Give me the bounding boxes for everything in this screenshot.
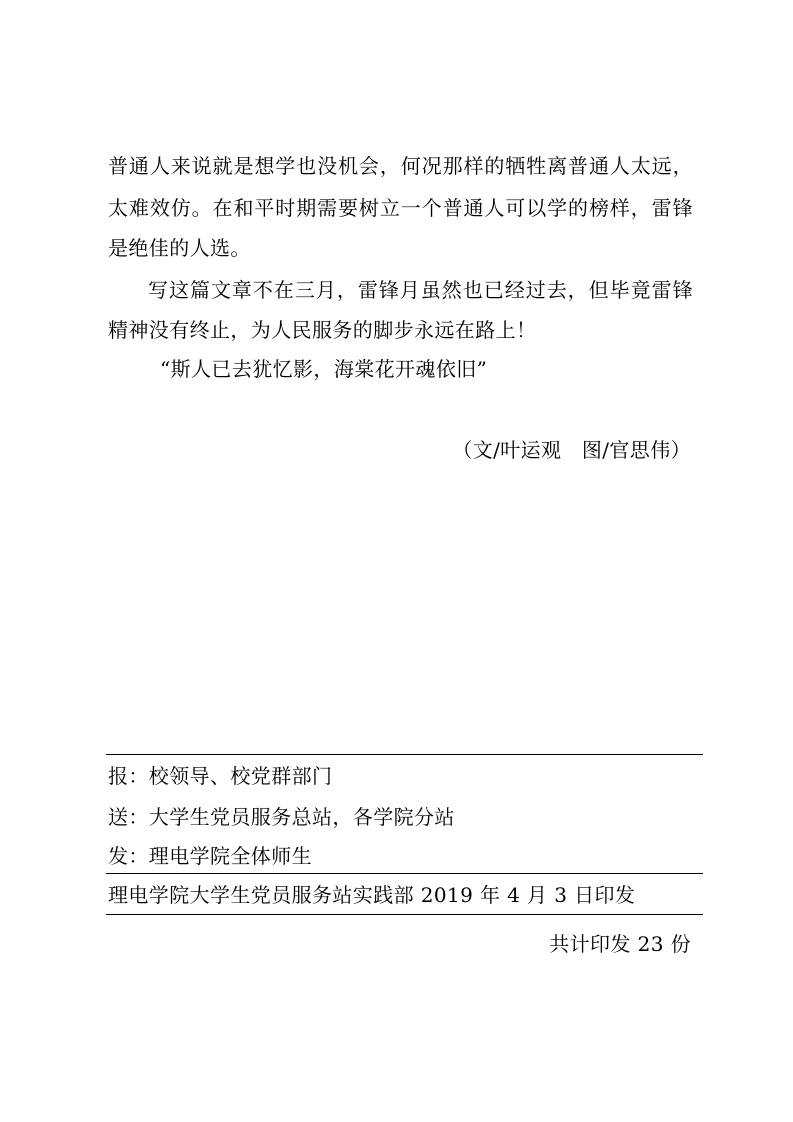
- distribution-top-rule: [106, 754, 703, 755]
- distribution-bottom-rule: [106, 914, 703, 915]
- article-line-3: 是绝佳的人选。: [108, 236, 251, 260]
- distribution-issue: 发：理电学院全体师生: [108, 844, 312, 868]
- article-line-5: 精神没有终止，为人民服务的脚步永远在路上！: [108, 318, 537, 342]
- article-quote: “斯人已去犹忆影，海棠花开魂依旧”: [160, 357, 488, 381]
- distribution-middle-rule: [106, 873, 703, 874]
- article-line-4: 写这篇文章不在三月，雷锋月虽然也已经过去，但毕竟雷锋: [148, 278, 693, 302]
- print-count: 共计印发 23 份: [549, 932, 691, 956]
- article-credit: （文/叶运观 图/官思伟）: [452, 438, 691, 462]
- distribution-report: 报：校领导、校党群部门: [108, 764, 333, 788]
- article-line-2: 太难效仿。在和平时期需要树立一个普通人可以学的榜样，雷锋: [108, 196, 693, 220]
- distribution-issuer: 理电学院大学生党员服务站实践部 2019 年 4 月 3 日印发: [108, 883, 636, 907]
- article-line-1: 普通人来说就是想学也没机会，何况那样的牺牲离普通人太远，: [108, 154, 693, 178]
- distribution-send: 送：大学生党员服务总站，各学院分站: [108, 805, 455, 829]
